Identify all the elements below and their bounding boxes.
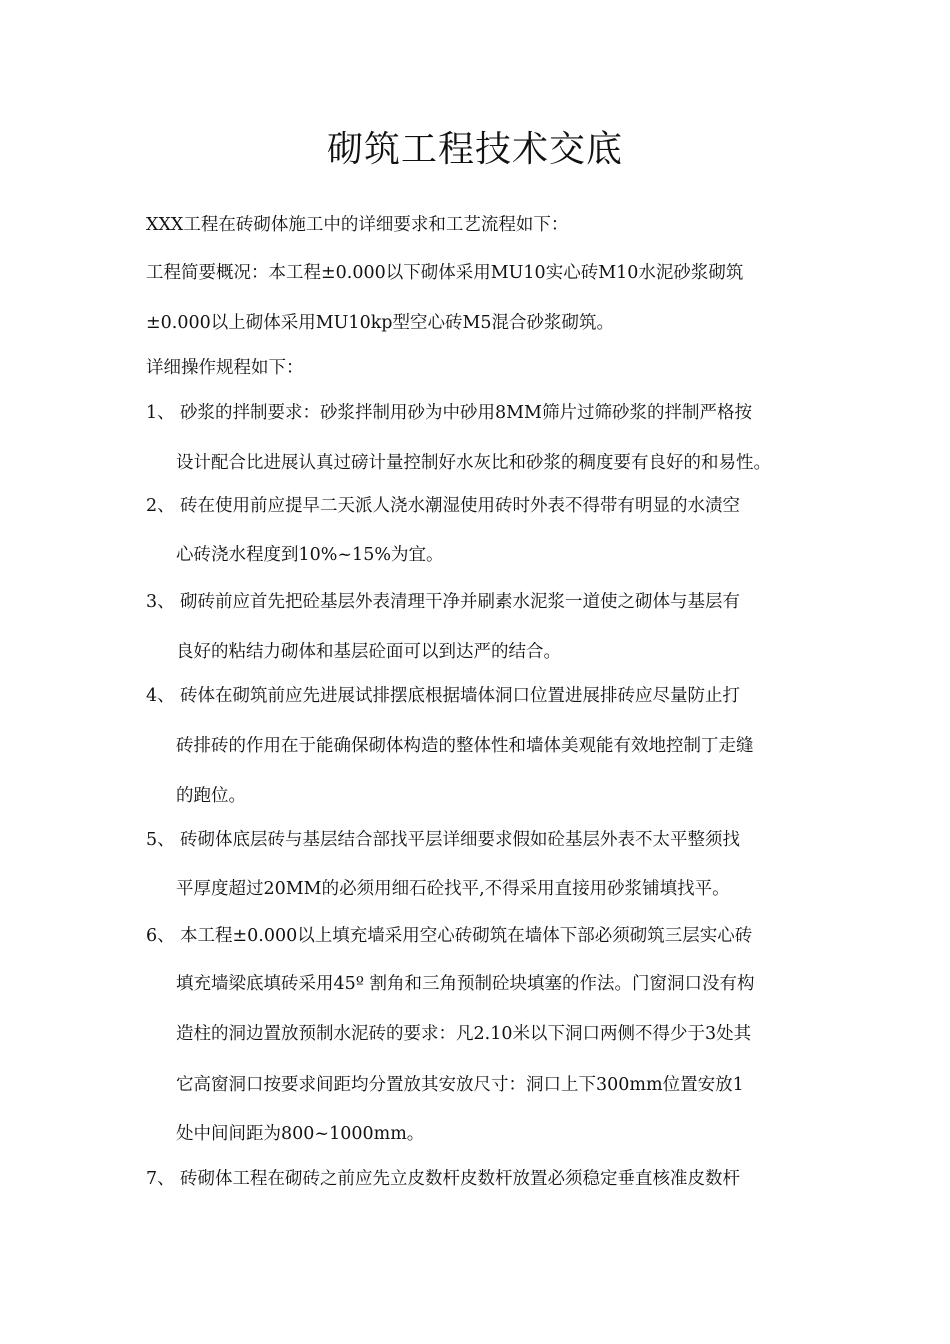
rules-heading: 详细操作规程如下：	[146, 358, 304, 378]
list-item-2-continuation: 心砖浇水程度到10%~15%为宜。	[176, 545, 444, 565]
list-item-number: 1、	[146, 403, 175, 423]
list-item-6	[146, 924, 752, 948]
list-item-text: 砖体在砌筑前应先进展试排摆底根据墙体洞口位置进展排砖应尽量防止打	[180, 686, 740, 706]
list-item-6-continuation: 造柱的洞边置放预制水泥砖的要求：凡2.10米以下洞口两侧不得少于3处其	[176, 1024, 752, 1044]
list-item-text: 本工程±0.000以上填充墙采用空心砖砌筑在墙体下部必须砌筑三层实心砖	[180, 926, 753, 946]
list-item-6-continuation: 它高窗洞口按要求间距均分置放其安放尺寸：洞口上下300mm位置安放1	[176, 1075, 744, 1095]
list-item-text: 砖砌体工程在砌砖之前应先立皮数杆皮数杆放置必须稳定垂直核准皮数杆	[180, 1169, 740, 1189]
list-item-text: 砖在使用前应提早二天派人浇水潮湿使用砖时外表不得带有明显的水渍空	[180, 496, 740, 516]
list-item-number: 6、	[146, 926, 175, 946]
list-item-number: 2、	[146, 496, 175, 516]
intro-text: XXX工程在砖砌体施工中的详细要求和工艺流程如下：	[146, 215, 569, 235]
list-item-3-continuation: 良好的粘结力砌体和基层砼面可以到达严的结合。	[176, 642, 561, 662]
list-item-4	[146, 684, 740, 708]
list-item-number: 7、	[146, 1169, 175, 1189]
list-item-5-continuation: 平厚度超过20MM的必须用细石砼找平,不得采用直接用砂浆铺填找平。	[176, 879, 730, 899]
overview-line-2: ±0.000以上砌体采用MU10kp型空心砖M5混合砂浆砌筑。	[146, 313, 615, 333]
overview-line-1: 工程简要概况：本工程±0.000以下砌体采用MU10实心砖M10水泥砂浆砌筑	[146, 263, 744, 283]
list-item-1	[146, 401, 752, 425]
list-item-number: 4、	[146, 686, 175, 706]
list-item-7	[146, 1167, 740, 1191]
list-item-4-continuation: 砖排砖的作用在于能确保砌体构造的整体性和墙体美观能有效地控制丁走缝	[176, 736, 754, 756]
list-item-number: 5、	[146, 830, 175, 850]
list-item-text: 砖砌体底层砖与基层结合部找平层详细要求假如砼基层外表不太平整须找	[180, 830, 740, 850]
list-item-1-continuation: 设计配合比进展认真过磅计量控制好水灰比和砂浆的稠度要有良好的和易性。	[176, 453, 771, 473]
list-item-6-continuation: 填充墙梁底填砖采用45º 割角和三角预制砼块填塞的作法。门窗洞口没有构	[176, 974, 755, 994]
list-item-2	[146, 494, 740, 518]
list-item-6-continuation: 处中间间距为800~1000mm。	[176, 1124, 425, 1144]
list-item-text: 砌砖前应首先把砼基层外表清理干净并刷素水泥浆一道使之砌体与基层有	[180, 592, 740, 612]
list-item-3	[146, 590, 740, 614]
list-item-number: 3、	[146, 592, 175, 612]
list-item-5	[146, 828, 740, 852]
list-item-text: 砂浆的拌制要求：砂浆拌制用砂为中砂用8MM筛片过筛砂浆的拌制严格按	[180, 403, 752, 423]
list-item-4-continuation: 的跑位。	[176, 786, 246, 806]
document-title: 砌筑工程技术交底	[326, 129, 623, 170]
